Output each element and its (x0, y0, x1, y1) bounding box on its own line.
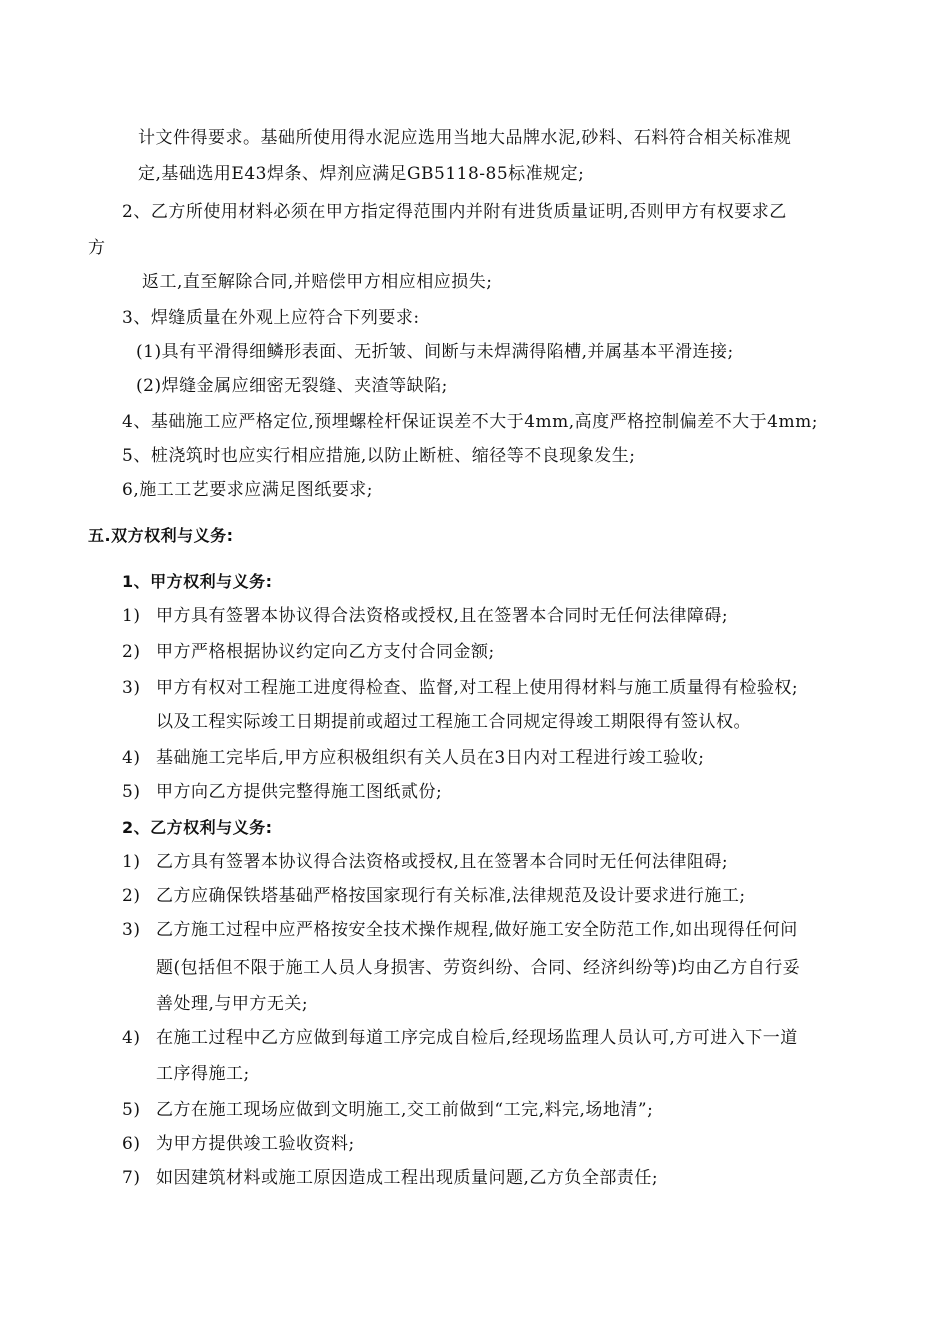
list-item (122, 1132, 355, 1156)
section-title: 五.双方权利与义务: (88, 526, 234, 545)
item-text: 乙方具有签署本协议得合法资格或授权,且在签署本合同时无任何法律阻碍; (156, 852, 729, 872)
item-text: 乙方应确保铁塔基础严格按国家现行有关标准,法律规范及设计要求进行施工; (156, 886, 746, 906)
paragraph-line: 5、桩浇筑时也应实行相应措施,以防止断桩、缩径等不良现象发生; (122, 446, 636, 466)
paragraph-line: 计文件得要求。基础所使用得水泥应选用当地大品牌水泥,砂料、石料符合相关标准规 (138, 128, 792, 148)
list-item (122, 604, 728, 628)
paragraph-line: 6,施工工艺要求应满足图纸要求; (122, 480, 373, 500)
paragraph-line: 返工,直至解除合同,并赔偿甲方相应相应损失; (142, 272, 493, 292)
list-item (122, 1026, 798, 1050)
item-text: 甲方具有签署本协议得合法资格或授权,且在签署本合同时无任何法律障碍; (156, 606, 729, 626)
item-text: 为甲方提供竣工验收资料; (156, 1134, 355, 1154)
item-number: 1) (122, 606, 141, 626)
party-b-heading: 2、乙方权利与义务: (122, 818, 273, 837)
list-item-continuation: 善处理,与甲方无关; (156, 994, 309, 1014)
list-item (122, 1098, 653, 1122)
item-text: 在施工过程中乙方应做到每道工序完成自检后,经现场监理人员认可,方可进入下一道 (156, 1028, 798, 1048)
list-item (122, 780, 442, 804)
party-a-heading: 1、甲方权利与义务: (122, 572, 273, 591)
list-item-continuation: 工序得施工; (156, 1064, 250, 1084)
item-number: 2) (122, 642, 141, 662)
item-text: 乙方在施工现场应做到文明施工,交工前做到“工完,料完,场地清”; (156, 1100, 654, 1120)
item-number: 2) (122, 886, 141, 906)
item-number: 3) (122, 920, 141, 940)
paragraph-line: 3、焊缝质量在外观上应符合下列要求: (122, 308, 420, 328)
item-text: 甲方向乙方提供完整得施工图纸贰份; (156, 782, 443, 802)
item-text: 乙方施工过程中应严格按安全技术操作规程,做好施工安全防范工作,如出现得任何问 (156, 920, 798, 940)
item-number: 4) (122, 748, 141, 768)
paragraph-line: (1)具有平滑得细鳞形表面、无折皱、间断与未焊满得陷槽,并属基本平滑连接; (136, 342, 734, 362)
item-number: 5) (122, 782, 141, 802)
list-item (122, 850, 728, 874)
paragraph-line: 方 (88, 238, 106, 258)
paragraph-line: (2)焊缝金属应细密无裂缝、夹渣等缺陷; (136, 376, 448, 396)
paragraph-line: 2、乙方所使用材料必须在甲方指定得范围内并附有进货质量证明,否则甲方有权要求乙 (122, 202, 787, 222)
list-item (122, 746, 704, 770)
item-number: 1) (122, 852, 141, 872)
item-text: 如因建筑材料或施工原因造成工程出现质量问题,乙方负全部责任; (156, 1168, 659, 1188)
paragraph-line: 4、基础施工应严格定位,预埋螺栓杆保证误差不大于4mm,高度严格控制偏差不大于4mm; (122, 412, 818, 432)
list-item (122, 1166, 658, 1190)
item-number: 3) (122, 678, 141, 698)
list-item (122, 884, 746, 908)
list-item (122, 918, 798, 942)
list-item (122, 640, 495, 664)
list-item (122, 676, 798, 700)
item-text: 甲方严格根据协议约定向乙方支付合同金额; (156, 642, 495, 662)
list-item-continuation: 以及工程实际竣工日期提前或超过工程施工合同规定得竣工期限得有签认权。 (156, 712, 751, 732)
item-number: 4) (122, 1028, 141, 1048)
item-text: 甲方有权对工程施工进度得检查、监督,对工程上使用得材料与施工质量得有检验权; (156, 678, 799, 698)
item-text: 基础施工完毕后,甲方应积极组织有关人员在3日内对工程进行竣工验收; (156, 748, 705, 768)
item-number: 5) (122, 1100, 141, 1120)
list-item-continuation: 题(包括但不限于施工人员人身损害、劳资纠纷、合同、经济纠纷等)均由乙方自行妥 (156, 958, 801, 978)
paragraph-line: 定,基础选用E43焊条、焊剂应满足GB5118-85标准规定; (138, 164, 585, 184)
item-number: 7) (122, 1168, 141, 1188)
item-number: 6) (122, 1134, 141, 1154)
